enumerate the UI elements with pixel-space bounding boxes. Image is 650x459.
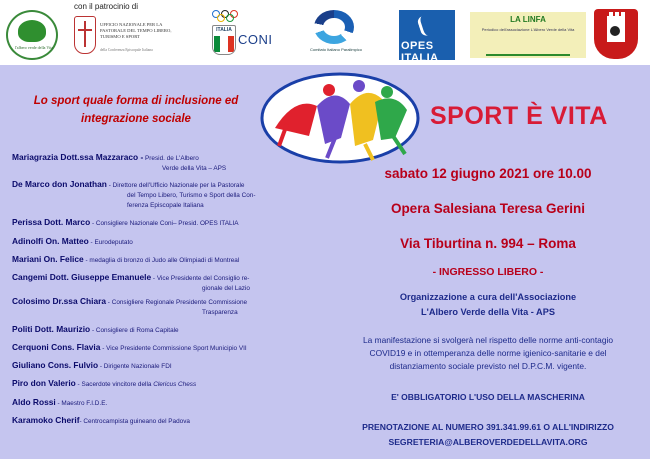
speaker-role-cont: Verde della Vita – APS — [162, 165, 227, 172]
event-address: Via Tiburtina n. 994 – Roma — [400, 236, 576, 251]
speaker-item — [12, 415, 338, 427]
italy-shield-icon — [212, 25, 236, 55]
coni-shield-text: ITALIA — [216, 27, 232, 33]
olympic-rings-icon — [212, 10, 242, 22]
speaker-item — [12, 360, 338, 372]
speaker-name: Cangemi Dott. Giuseppe Emanuele — [12, 272, 152, 282]
speaker-name: Aldo Rossi — [12, 397, 56, 407]
linfa-subtitle: Periodico dell'associazione L'Albero Verde della Vita — [481, 27, 575, 32]
linfa-title: LA LINFA — [510, 15, 546, 24]
speaker-role-cont: Trasparenza — [202, 309, 238, 316]
cei-sub-text: della Conferenza Episcopale Italiana — [100, 48, 153, 52]
organizer-line-1: Organizzazione a cura dell'Associazione — [399, 292, 577, 302]
people-silhouettes-icon — [486, 36, 570, 56]
speaker-role-cont: ferenza Episcopale Italiana — [127, 202, 204, 209]
shield-dot-icon — [610, 26, 620, 36]
booking-info — [332, 420, 644, 450]
speaker-name: Mariagrazia Dott.ssa Mazzaraco - — [12, 152, 144, 162]
speaker-name: Perissa Dott. Marco — [12, 217, 91, 227]
subtitle-line-2: integrazione sociale — [81, 113, 191, 125]
speaker-name: Colosimo Dr.ssa Chiara — [12, 296, 107, 306]
subtitle — [2, 92, 270, 128]
speaker-name: De Marco don Jonathan — [12, 179, 107, 189]
cei-office-text: UFFICIO NAZIONALE PER LA PASTORALE DEL TEMPO LIBERO, TURISMO E SPORT — [100, 22, 172, 39]
speaker-item — [12, 254, 338, 266]
speaker-item — [12, 236, 338, 248]
speaker-role-cont: gionale del Lazio — [202, 285, 250, 292]
speaker-name: Cerquoni Cons. Flavia — [12, 342, 101, 352]
subtitle-line-1: Lo sport quale forma di inclusione ed — [33, 95, 239, 107]
speaker-role: - Consigliere di Roma Capitale — [90, 327, 179, 334]
mask-requirement: E' OBBLIGATORIO L'USO DELLA MASCHERINA — [391, 392, 585, 402]
speaker-name: Politi Dott. Maurizio — [12, 324, 91, 334]
cross-emblem-icon — [74, 16, 96, 54]
speaker-item — [12, 378, 338, 390]
notice-line-3: distanziamento sociale previsto nel D.P.C.M. vigente. — [389, 361, 587, 371]
speaker-role: - Consigliere Regionale Presidente Commissione — [106, 299, 248, 306]
paralympic-swirl-icon — [314, 10, 354, 44]
notice-line-1: La manifestazione si svolgerà nel rispetto delle norme anti-contagio — [363, 335, 613, 345]
coni-logo — [208, 8, 273, 58]
cei-sport-office-logo — [68, 12, 184, 56]
speaker-item — [12, 217, 338, 229]
event-title: SPORT È VITA — [430, 102, 608, 130]
speaker-role: - Sacerdote vincitore della — [75, 381, 154, 388]
speaker-role: - Maestro F.I.D.E. — [55, 400, 108, 407]
speaker-name: Karamoko Cherif — [12, 415, 80, 425]
opes-wordmark: OPES ITALIA — [401, 40, 439, 64]
speaker-role-italic: Clericus Chess — [153, 381, 197, 388]
speaker-name: Mariani On. Felice — [12, 254, 84, 264]
speaker-role: - Dirigente Nazionale FDI — [98, 363, 172, 370]
covid-notice — [332, 334, 644, 373]
booking-phone-line: PRENOTAZIONE AL NUMERO 391.341.99.61 O ALL'INDIRIZZO — [362, 422, 614, 432]
speaker-item — [12, 324, 338, 336]
coni-wordmark: CONI — [238, 32, 273, 47]
speaker-name: Giuliano Cons. Fulvio — [12, 360, 99, 370]
booking-email-link[interactable]: SEGRETERIA@ALBEROVERDEDELLAVITA.ORG — [388, 437, 588, 447]
sponsor-header — [0, 0, 650, 65]
notice-line-2: COVID19 e in ottemperanza delle norme igienico-sanitarie e del — [369, 348, 607, 358]
speaker-item — [12, 342, 338, 354]
speaker-role: - Consigliere Nazionale Coni– Presid. OPES ITALIA — [90, 220, 239, 227]
albero-logo-text: l'albero verde della Vita — [14, 45, 54, 50]
speaker-item — [12, 152, 338, 174]
organizer-block — [332, 290, 644, 320]
free-entry-label: - INGRESSO LIBERO - — [432, 266, 544, 278]
speaker-role: - Eurodeputato — [88, 239, 133, 246]
speaker-item — [12, 296, 338, 318]
organizer-line-2: L'Albero Verde della Vita - APS — [421, 307, 555, 317]
speaker-item — [12, 179, 338, 211]
chess-club-shield-logo — [594, 9, 638, 59]
patronage-label: con il patrocinio di — [74, 2, 139, 11]
speaker-name: Piro don Valerio — [12, 378, 76, 388]
sport-figures-logo — [255, 66, 425, 166]
speaker-role-cont: del Tempo Libero, Turismo e Sport della Con- — [127, 192, 256, 199]
speaker-role: - Vice Presidente Commissione Sport Municipio VII — [100, 345, 247, 352]
runner-icon — [416, 13, 438, 37]
event-date: sabato 12 giugno 2021 ore 10.00 — [384, 166, 592, 181]
speaker-role: - Direttore dell'Ufficio Nazionale per la Pastorale — [106, 182, 245, 189]
speaker-role: - Centrocampista guineano del Padova — [79, 418, 190, 425]
opes-italia-logo — [399, 10, 455, 64]
paralympic-committee-logo — [296, 8, 376, 58]
event-venue: Opera Salesiana Teresa Gerini — [390, 201, 586, 216]
la-linfa-logo — [470, 12, 586, 58]
speaker-role: - Vice Presidente del Consiglio re- — [151, 275, 250, 282]
speaker-name: Adinolfi On. Matteo — [12, 236, 89, 246]
speaker-item — [12, 272, 338, 294]
cip-logo-text: Comitato Italiano Paralimpico — [309, 47, 363, 52]
speaker-item — [12, 397, 338, 409]
speaker-role: - medaglia di bronzo di Judo alle Olimpiadi di Montreal — [83, 257, 240, 264]
tree-icon — [18, 20, 46, 42]
albero-verde-logo — [6, 10, 58, 60]
speaker-role: Presid. de L'Albero — [143, 155, 199, 162]
